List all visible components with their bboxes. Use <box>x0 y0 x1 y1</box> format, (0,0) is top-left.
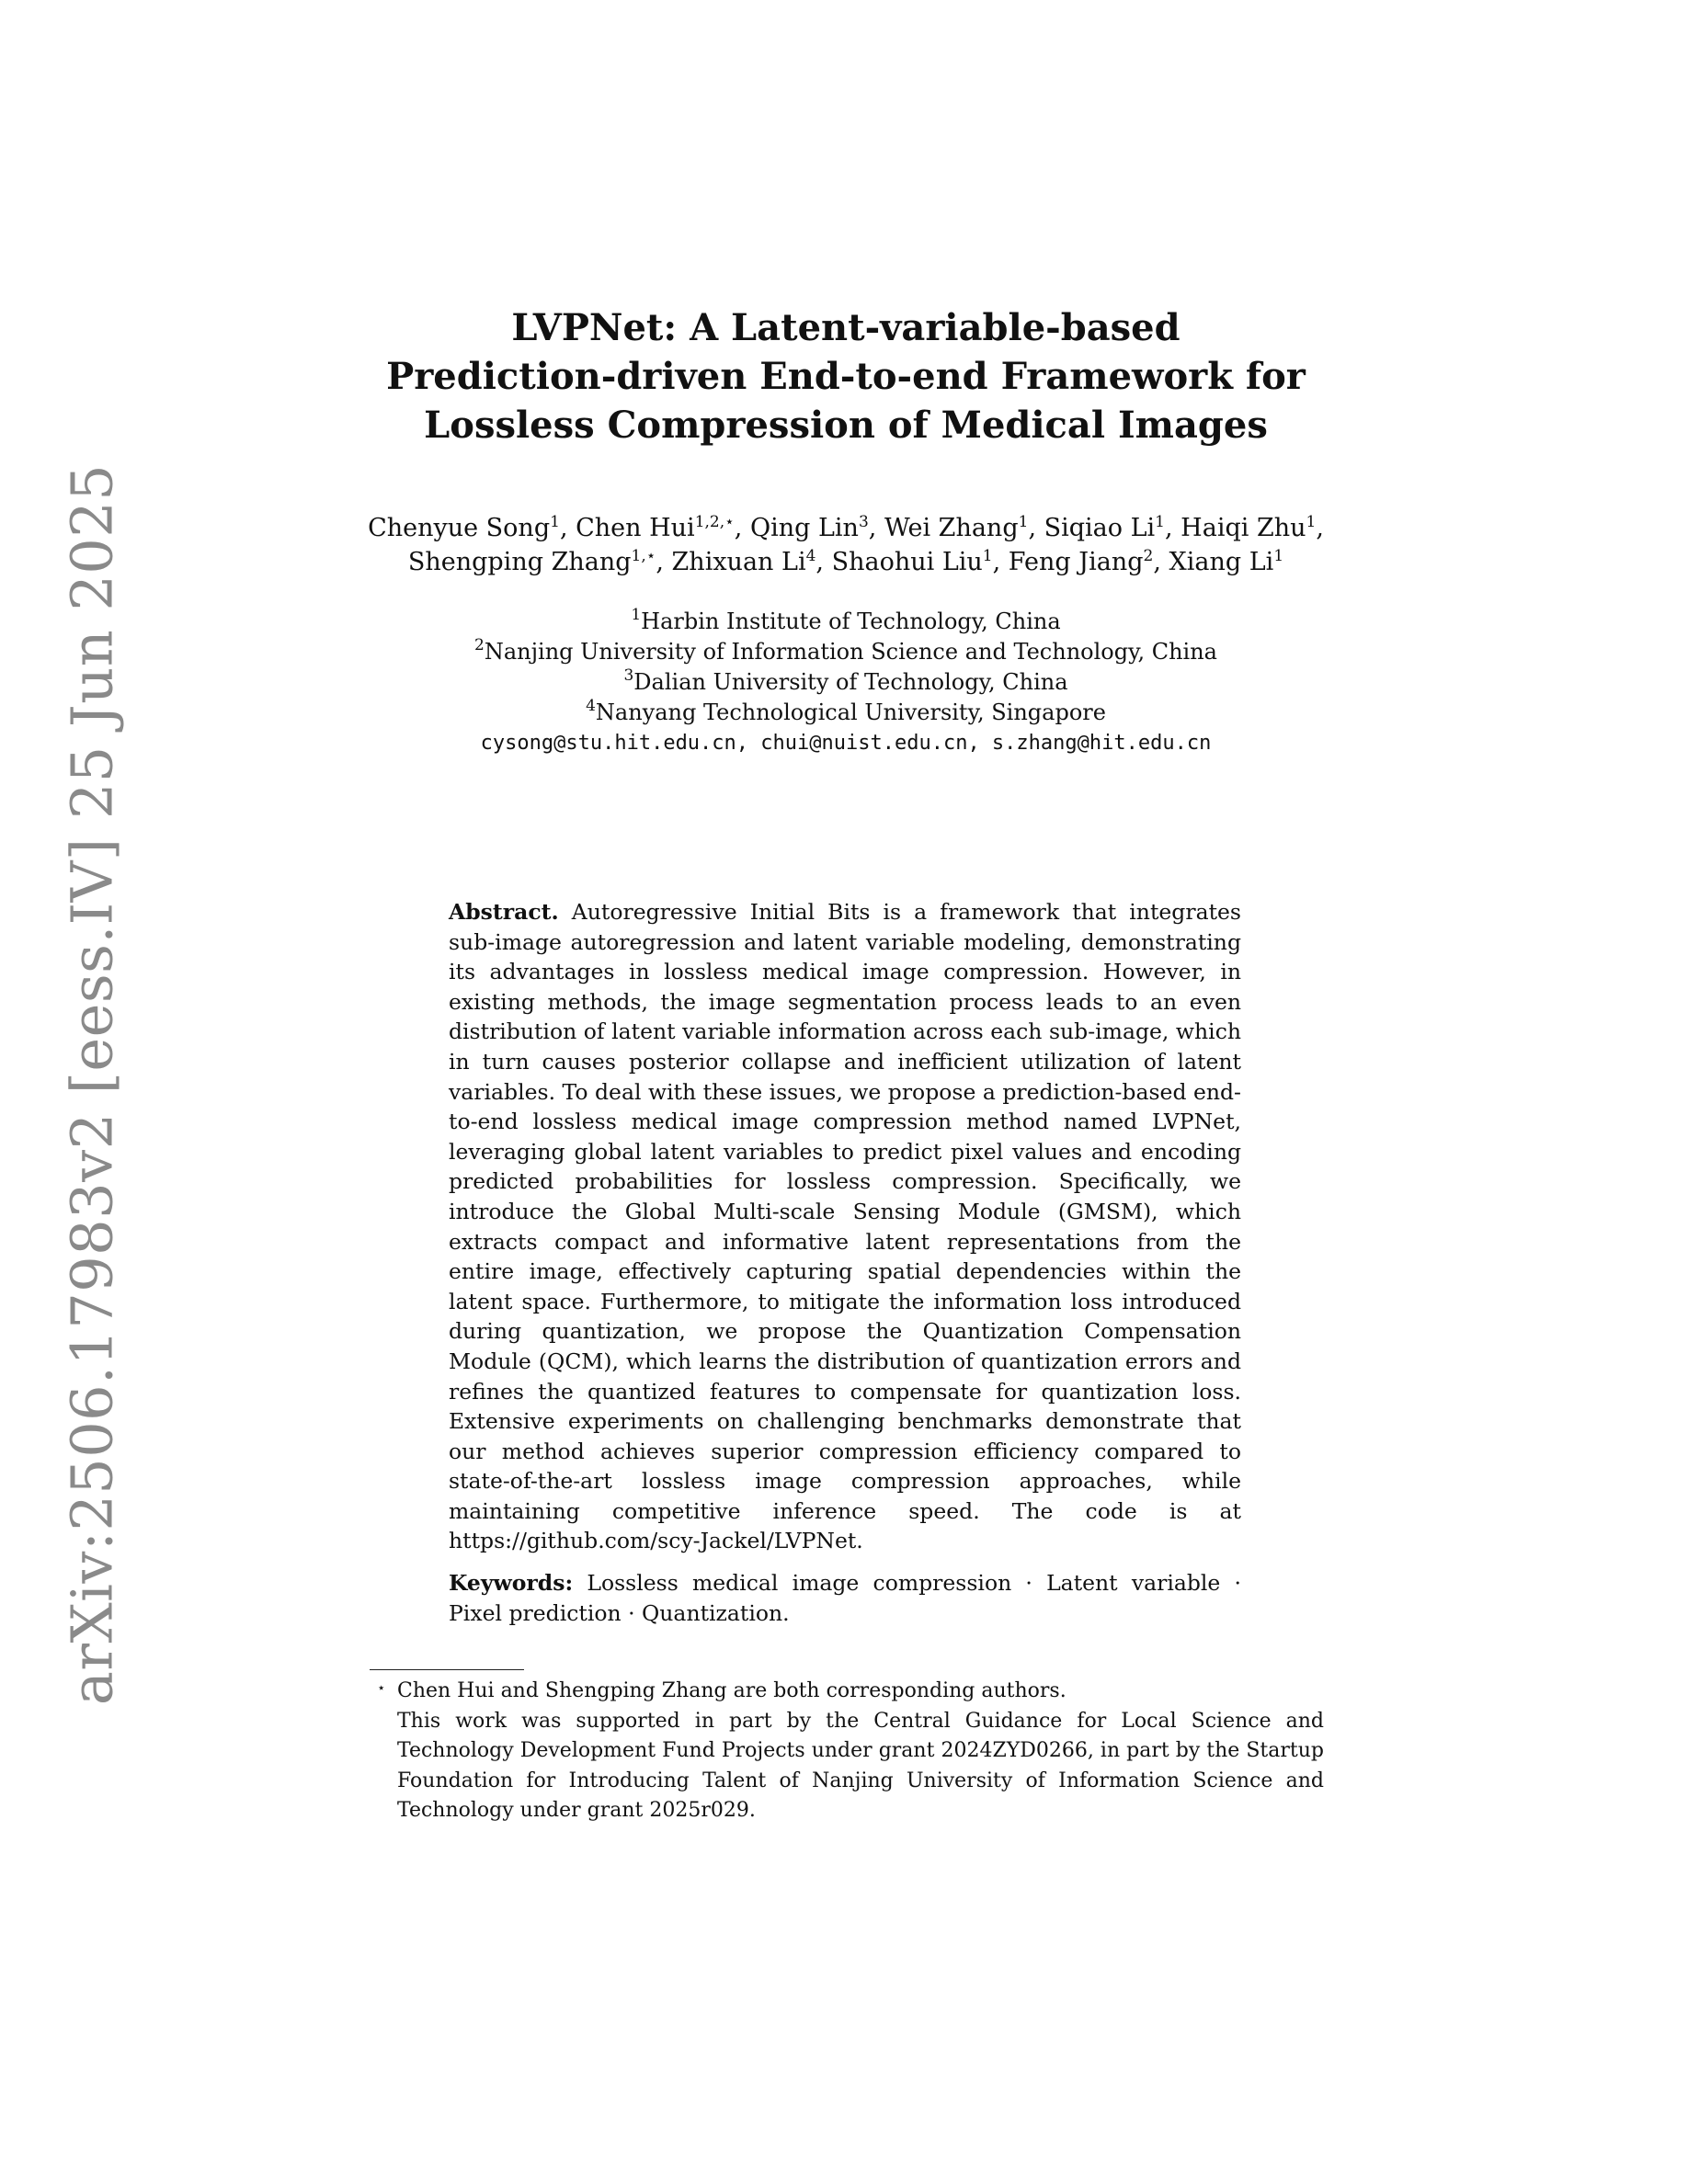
author-name: Zhixuan Li <box>671 548 806 576</box>
author-affil-sup: 1 <box>1306 513 1317 531</box>
author-name: Siqiao Li <box>1044 514 1156 542</box>
affiliation-sup: 1 <box>631 606 642 624</box>
title-line: Prediction-driven End-to-end Framework for <box>386 355 1306 398</box>
affiliation <box>276 667 1416 698</box>
author-name: Feng Jiang <box>1008 548 1144 576</box>
author-name: Wei Zhang <box>884 514 1019 542</box>
author-affil-sup: 1,2,⋆ <box>694 513 735 531</box>
author-list <box>276 511 1416 579</box>
title-line: Lossless Compression of Medical Images <box>424 404 1268 447</box>
keywords <box>449 1568 1241 1628</box>
affiliation-text: Harbin Institute of Technology, China <box>641 609 1061 634</box>
affiliation-text: Dalian University of Technology, China <box>633 669 1068 695</box>
affiliation <box>276 698 1416 728</box>
affiliation-sup: 3 <box>623 666 634 685</box>
abstract <box>449 897 1241 1556</box>
keywords-label: Keywords: <box>449 1570 574 1596</box>
author-name: Shengping Zhang <box>407 548 632 576</box>
author-name: Shaohui Liu <box>831 548 983 576</box>
author-affil-sup: 1 <box>1155 513 1165 531</box>
author-line: Chenyue Song$^1$, Chen Hui$^{1,2,⋆}$, Qing Lin$^3$, Wei Zhang$^1$, Siqiao Li$^1$, Haiqi Zhu$^1$, <box>368 513 1324 542</box>
arxiv-identifier: arXiv:2506.17983v2 [eess.IV] 25 Jun 2025 <box>58 463 126 1706</box>
footnote-star: ⋆ <box>377 1679 386 1696</box>
author-affil-sup: 1 <box>1273 547 1284 565</box>
paper-title <box>276 303 1416 449</box>
author-affil-sup: 2 <box>1143 547 1154 565</box>
title-line: LVPNet: A Latent-variable-based <box>511 306 1180 349</box>
author-line: Shengping Zhang$^{1,⋆}$, Zhixuan Li$^4$, Shaohui Liu$^1$, Feng Jiang$^2$, Xiang Li$^1$ <box>407 547 1284 576</box>
author-name: Haiqi Zhu <box>1180 514 1306 542</box>
footnote-divider <box>370 1669 524 1670</box>
email-list: cysong@stu.hit.edu.cn, chui@nuist.edu.cn, s.zhang@hit.edu.cn <box>480 732 1212 755</box>
author-name: Xiang Li <box>1169 548 1274 576</box>
author-affil-sup: 1 <box>982 547 993 565</box>
abstract-text: Autoregressive Initial Bits is a framework that integrates sub-image autoregression and latent variable modeling, demonstrating its advantages in lossless medical image compression. However, in existing methods, the image segmentation process leads to an even distribution of latent variable information across each sub-image, which in turn causes posterior collapse and inefficient utilization of latent variables. To deal with these issues, we propose a prediction-based end-to-end lossless medical image compression method named LVPNet, leveraging global latent variables to predict pixel values and encoding predicted probabilities for lossless compression. Specifically, we introduce the Global Multi-scale Sensing Module (GMSM), which extracts compact and informative latent representations from the entire image, effectively capturing spatial dependencies within the latent space. Furthermore, to mitigate the information loss introduced during quantization, we propose the Quantization Compensation Module (QCM), which learns the distribution of quantization errors and refines the quantized features to compensate for quantization loss. Extensive experiments on challenging benchmarks demonstrate that our method achieves superior compression efficiency compared to state-of-the-art lossless image compression approaches, while maintaining competitive inference speed. The code is at https://github.com/scy-Jackel/LVPNet. <box>449 899 1241 1554</box>
affiliation <box>276 637 1416 667</box>
affiliation-sup: 4 <box>586 697 596 715</box>
author-affil-sup: 1,⋆ <box>631 547 656 565</box>
footnote-line: Chen Hui and Shengping Zhang are both corresponding authors. <box>397 1679 1066 1702</box>
author-affil-sup: 1 <box>550 513 560 531</box>
affiliation-text: Nanjing University of Information Science and Technology, China <box>484 639 1217 665</box>
author-name: Qing Lin <box>749 514 859 542</box>
keywords-text: Lossless medical image compression · Latent variable · Pixel prediction · Quantization. <box>449 1570 1241 1626</box>
author-affil-sup: 4 <box>805 547 816 565</box>
author-name: Chenyue Song <box>368 514 551 542</box>
affiliation-list <box>276 607 1416 758</box>
author-affil-sup: 3 <box>858 513 869 531</box>
affiliation <box>276 607 1416 637</box>
author-affil-sup: 1 <box>1018 513 1029 531</box>
author-name: Chen Hui <box>576 514 695 542</box>
footnote-funding: This work was supported in part by the Central Guidance for Local Science and Technology Development Fund Projects under grant 2024ZYD0266, in part by the Startup Foundation for Introducing Talent of Nanjing University of Information Science and Technology under grant 2025r029. <box>397 1709 1324 1822</box>
abstract-label: Abstract. <box>449 899 559 925</box>
affiliation-text: Nanyang Technological University, Singapore <box>595 700 1106 725</box>
footnote <box>377 1677 1324 1826</box>
affiliation-sup: 2 <box>474 636 485 654</box>
